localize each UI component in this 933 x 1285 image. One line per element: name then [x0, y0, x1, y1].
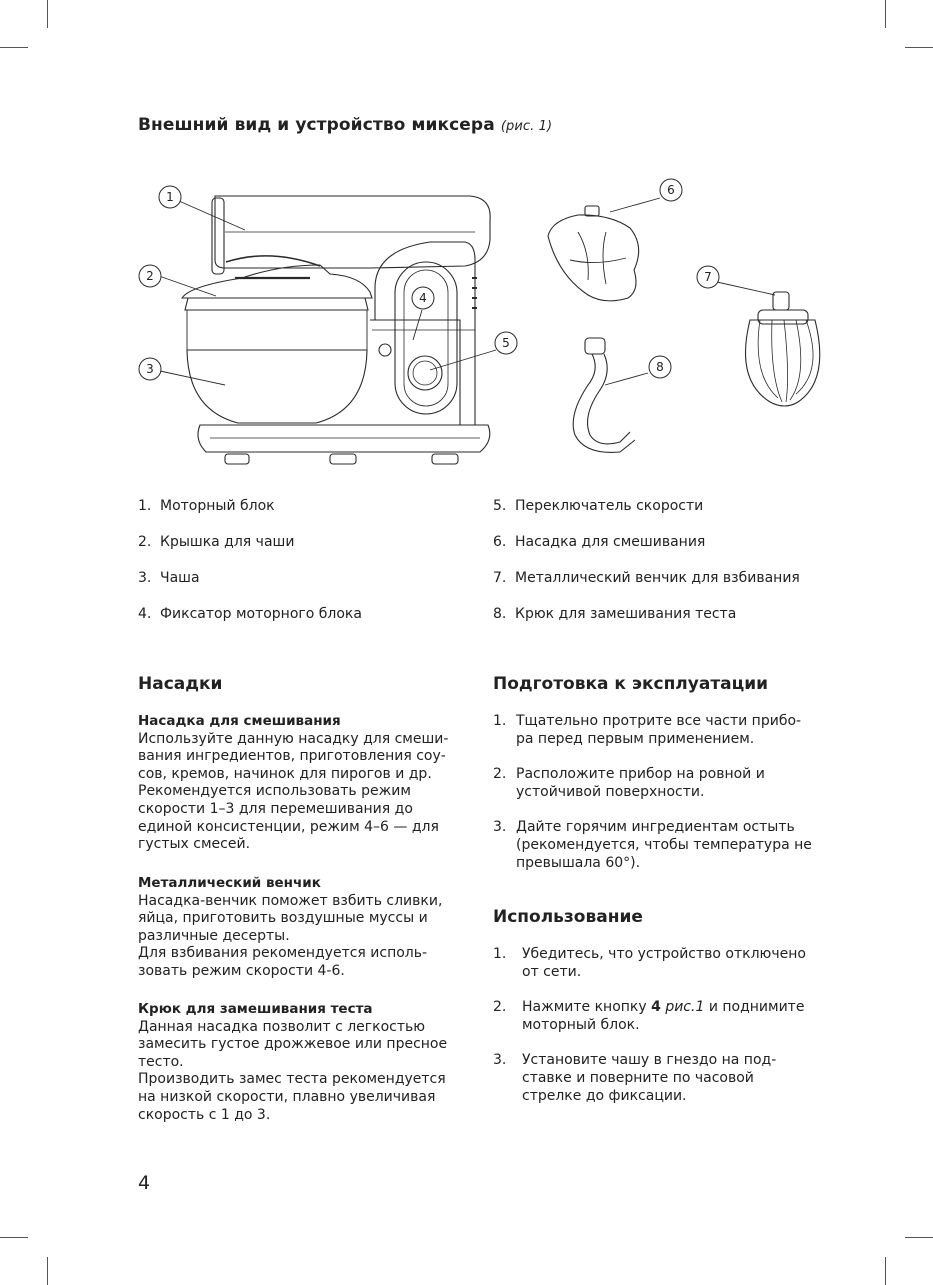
attachments-heading: Насадки [138, 674, 223, 694]
text-line: скорость с 1 до 3. [138, 1106, 271, 1123]
text-line: замесить густое дрожжевое или пресное [138, 1036, 448, 1053]
parts-list-right [493, 496, 800, 640]
mixing-attachment-section [138, 713, 448, 854]
button-reference: 4 [651, 999, 661, 1016]
list-item: 5. Переключатель скорости [493, 498, 704, 514]
crop-mark [47, 1257, 48, 1285]
text-line: Для взбивания рекомендуется исполь- [138, 945, 428, 962]
list-item: 1. Моторный блок [138, 498, 275, 514]
text-line: Насадка-венчик поможет взбить сливки, [138, 892, 443, 909]
list-item: 3. Дайте горячим ингредиентам остыть (рекомендуется, чтобы температура не превышала 60°). [493, 819, 812, 871]
list-item: 7. Металлический венчик для взбивания [493, 570, 800, 586]
list-item: 6. Насадка для смешивания [493, 534, 706, 550]
list-item: 4. Фиксатор моторного блока [138, 606, 362, 622]
title-text: Внешний вид и устройство миксера [138, 115, 495, 135]
callout-label-7: 7 [704, 270, 712, 284]
text-line: сов, кремов, начинок для пирогов и др. [138, 765, 432, 782]
figure-reference-inline: рис.1 [660, 999, 705, 1016]
crop-mark [0, 47, 28, 48]
text-line: зовать режим скорости 4-6. [138, 962, 345, 979]
crop-mark [47, 0, 48, 28]
text-line: Используйте данную насадку для смеши- [138, 730, 449, 747]
usage-heading: Использование [493, 907, 643, 927]
callout-label-6: 6 [667, 183, 675, 197]
text-line: вания ингредиентов, приготовления соу- [138, 748, 446, 765]
crop-mark [0, 1237, 28, 1238]
callout-label-1: 1 [166, 190, 174, 204]
text-line: на низкой скорости, плавно увеличивая [138, 1088, 436, 1105]
whisk-section [138, 875, 442, 981]
crop-mark [885, 0, 886, 28]
text-line: густых смесей. [138, 836, 251, 853]
text-line: единой консистенции, режим 4–6 — для [138, 818, 439, 835]
parts-list-left [138, 496, 362, 640]
text-line: тесто. [138, 1053, 184, 1070]
text-line: яйца, приготовить воздушные муссы и [138, 910, 428, 927]
page-title [138, 115, 552, 135]
list-item: 3. Чаша [138, 570, 200, 586]
text-line: Производить замес теста рекомендуется [138, 1071, 446, 1088]
callout-label-8: 8 [656, 360, 664, 374]
mixing-attachment-title: Насадка для смешивания [138, 713, 341, 729]
crop-mark [905, 47, 933, 48]
list-item: 2. Нажмите кнопку 4 рис.1 и поднимите моторный блок. [493, 999, 805, 1033]
dough-hook-section [138, 1001, 447, 1124]
preparation-steps [493, 713, 838, 890]
page-number: 4 [138, 1172, 151, 1194]
list-item: 2. Крышка для чаши [138, 534, 295, 550]
text-line: различные десерты. [138, 927, 290, 944]
callout-label-5: 5 [502, 336, 510, 350]
text-line: Рекомендуется использовать режим [138, 783, 411, 800]
list-item: 3. Установите чашу в гнездо на под- ставке и поверните по часовой стрелке до фиксации. [493, 1052, 777, 1104]
figure-reference: (рис. 1) [500, 119, 553, 134]
list-item: 8. Крюк для замешивания теста [493, 606, 737, 622]
list-item: 1. Убедитесь, что устройство отключено от сети. [493, 946, 806, 980]
mixer-figure [130, 170, 850, 475]
list-item: 2. Расположите прибор на ровной и устойчивой поверхности. [493, 766, 765, 800]
list-item: 1. Тщательно протрите все части прибо- ра перед первым применением. [493, 713, 802, 747]
callout-label-3: 3 [146, 362, 154, 376]
crop-mark [905, 1237, 933, 1238]
dough-hook-title: Крюк для замешивания теста [138, 1001, 373, 1017]
crop-mark [885, 1257, 886, 1285]
usage-steps [493, 946, 838, 1123]
whisk-title: Металлический венчик [138, 875, 321, 891]
callout-label-2: 2 [146, 269, 154, 283]
callout-label-4: 4 [419, 291, 427, 305]
text-line: скорости 1–3 для перемешивания до [138, 800, 413, 817]
text-line: Данная насадка позволит с легкостью [138, 1018, 426, 1035]
preparation-heading: Подготовка к эксплуатации [493, 674, 769, 694]
